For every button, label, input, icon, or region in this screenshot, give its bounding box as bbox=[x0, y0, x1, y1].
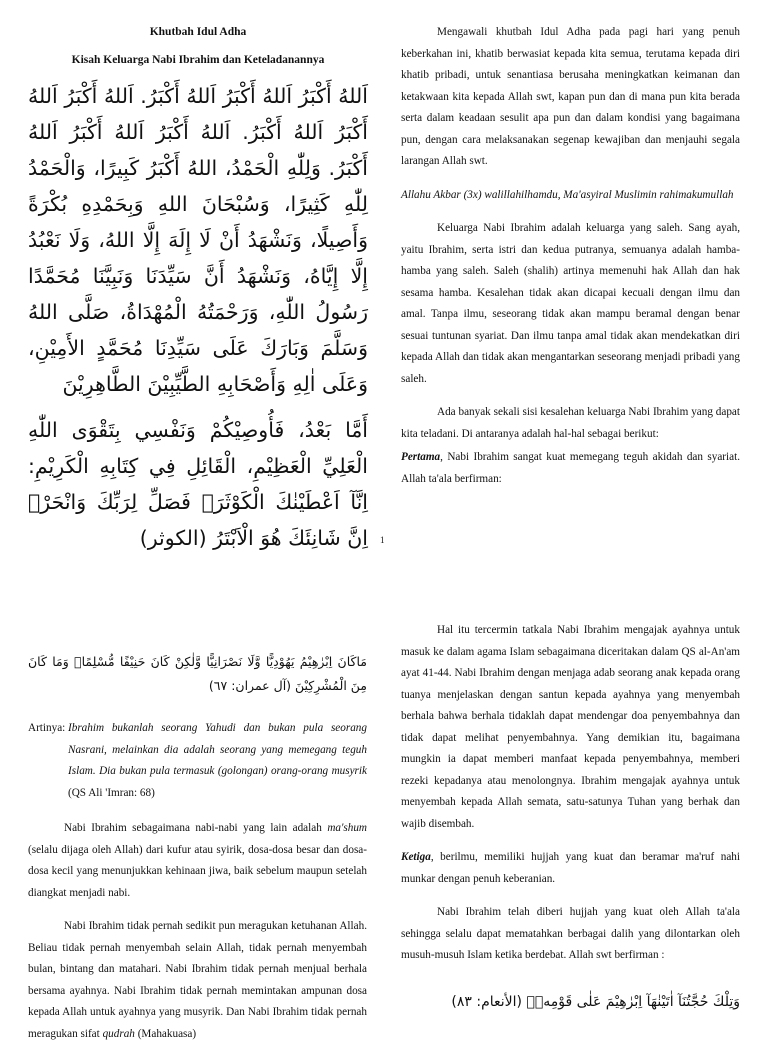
artinya-reference: (QS Ali 'Imran: 68) bbox=[68, 786, 155, 799]
artinya-body: Ibrahim bukanlah seorang Yahudi dan bukan pula seorang Nasrani, melainkan dia adalah seorang yang memegang teguh Islam. Dia bukan pula termasuk (golongan) orang-orang musyrik bbox=[68, 722, 367, 777]
page-number: 1 bbox=[380, 535, 385, 545]
page2-right-column bbox=[401, 620, 740, 1015]
tidak-pernah-text-1: Nabi Ibrahim tidak pernah sedikit pun meragukan ketuhanan Allah. Beliau tidak pernah menyembah selain Allah, tidak pernah menyembah bulan, bintang dan matahari. Nabi Ibrahim tidak pernah menjual berhala bersama ayahnya. Nabi Ibrahim tidak pernah memintakan ampunan dosa kepada Allah untuk ayahnya yang musyrik. Dan Nabi Ibrahim tidak pernah meragukan sifat bbox=[28, 920, 367, 1040]
document-title: Khutbah Idul Adha bbox=[149, 26, 247, 38]
paragraph-ada-banyak: Ada banyak sekali sisi kesalehan keluarga Nabi Ibrahim yang dapat kita teladani. Di antaranya adalah hal-hal sebagai berikut: bbox=[401, 406, 740, 440]
paragraph-mashum bbox=[28, 818, 367, 904]
qudrah-term: qudrah bbox=[102, 1027, 135, 1040]
mashum-text-2: (selalu dijaga oleh Allah) dari kufur atau syirik, dosa-dosa besar dan dosa-dosa kecil yang menunjukkan kehinaan jiwa, baik sebelum maupun setelah diangkat menjadi nabi. bbox=[28, 843, 367, 899]
allahu-akbar-line: Allahu Akbar (3x) walillahilhamdu, Ma'asyiral Muslimin rahimakumullah bbox=[401, 188, 734, 201]
artinya-label: Artinya: bbox=[28, 722, 66, 734]
page1-left-column bbox=[28, 26, 368, 556]
page2-left-column bbox=[28, 650, 367, 1045]
paragraph-tidak-pernah bbox=[28, 916, 367, 1045]
paragraph-hujjah: Nabi Ibrahim telah diberi hujjah yang kuat oleh Allah ta'ala sehingga selalu dapat mematahkan berbagai dalih yang dilontarkan oleh musuh-musuh Islam ketika berdebat. Allah swt berfirman : bbox=[401, 906, 740, 961]
page1-right-column bbox=[401, 22, 740, 490]
verse-translation bbox=[28, 718, 367, 804]
pertama-text: , Nabi Ibrahim sangat kuat memegang teguh akidah dan syariat. Allah ta'ala berfirman: bbox=[401, 451, 740, 485]
pertama-label: Pertama bbox=[401, 451, 441, 463]
document-subtitle: Kisah Keluarga Nabi Ibrahim dan Keteladanannya bbox=[71, 54, 325, 66]
mashum-term: ma'shum bbox=[327, 822, 367, 834]
arabic-opening-takbir: اَللهُ أَكْبَرُ اَللهُ أَكْبَرُ اَللهُ أَكْبَرُ. اَللهُ أَكْبَرُ اَللهُ أَكْبَرُ اَللهُ أَكْبَرُ. اَللهُ أَكْبَرُ اَللهُ أَكْبَرُ اَللهُ أَكْبَرُ. وَلِلّٰهِ الْحَمْدُ، اللهُ أَكْبَرُ كَبِيرًا، وَالْحَمْدُ لِلّٰهِ كَثِيرًا، وَسُبْحَانَ اللهِ وَبِحَمْدِهِ بُكْرَةً وَأَصِيلًا، وَنَشْهَدُ أَنْ لَا إِلَهَ إِلَّا اللهُ، وَلَا نَعْبُدُ إِلَّا إِيَّاهُ، وَنَشْهَدُ أَنَّ سَيِّدَنَا وَنَبِيَّنَا مُحَمَّدًا رَسُولُ اللّٰهِ، وَرَحْمَتُهُ الْمُهْدَاةُ، صَلَّى اللهُ وَسَلَّمَ وَبَارَكَ عَلَى سَيِّدِنَا مُحَمَّدٍ الأَمِيْنِ، وَعَلَى اٰلِهِ وَأَصْحَابِهِ الطَّيِّبِيْنَ الطَّاهِرِيْنَ bbox=[28, 84, 368, 396]
artinya-text bbox=[68, 718, 367, 804]
paragraph-ketiga bbox=[401, 847, 740, 890]
arabic-wasiat-taqwa: أَمَّا بَعْدُ، فَأُوصِيْكُمْ وَنَفْسِي بِتَقْوَى اللّٰهِ الْعَلِيِّ الْعَظِيْمِ، الْقَائِلِ فِي كِتَابِهِ الْكَرِيْمِ: اِنَّآ اَعْطَيْنٰكَ الْكَوْثَرَۗ فَصَلِّ لِرَبِّكَ وَانْحَرْۗ اِنَّ شَانِئَكَ هُوَ الْاَبْتَرُ (الكوثر) bbox=[28, 418, 368, 550]
paragraph-mengawali: Mengawali khutbah Idul Adha pada pagi hari yang penuh keberkahan ini, khatib berwasiat kepada kita semua, terutama kepada diri khatib pribadi, untuk senantiasa berusaha meningkatkan keimanan dan ketakwaan kita kepada Allah swt, kapan pun dan di mana pun kita berada serta dalam keadaan sesulit apa pun dan dalam kondisi yang bagaimana pun, dengan cara melaksanakan segenap kewajiban dan menjauhi segala larangan Allah swt. bbox=[401, 26, 740, 167]
arabic-verse-anam: وَتِلْكَ حُجَّتُنَآ اٰتَيْنٰهَآ اِبْرٰهِيْمَ عَلٰى قَوْمِهٖۗ (الأنعام: ٨٣) bbox=[451, 993, 740, 1010]
ketiga-text: , berilmu, memiliki hujjah yang kuat dan beramar ma'ruf nahi munkar dengan penuh keberanian. bbox=[401, 851, 740, 885]
paragraph-pertama bbox=[401, 447, 740, 490]
paragraph-hal-itu: Hal itu tercermin tatkala Nabi Ibrahim mengajak ayahnya untuk masuk ke dalam agama Islam sebagaimana diceritakan dalam QS al-An'am ayat 41-44. Nabi Ibrahim dengan menjaga adab seorang anak kepada orang tuanya menjelaskan dengan santun kepada ayahnya yang menyembah berhala bahwa berhala tidaklah dapat mendengar doa penyembahnya dan tidak dapat melihat penyembahnya. Yang demikian itu, bagaimana mungkin ia dapat memberi manfaat kepada penyembahnya, memberi rezeki kepadanya atau menolongnya. Ibrahim mengajak ayahnya untuk menyembah kepada Allah semata, satu-satunya Tuhan yang berhak dan wajib disembah. bbox=[401, 624, 740, 830]
ketiga-label: Ketiga bbox=[401, 851, 431, 863]
paragraph-keluarga: Keluarga Nabi Ibrahim adalah keluarga yang saleh. Sang ayah, yaitu Ibrahim, serta istri dan kedua putranya, semuanya adalah hamba-hamba yang saleh. Saleh (shalih) artinya memenuhi hak Allah dan hak sesama hamba. Kesalehan tidak akan dicapai kecuali dengan ilmu dan amal. Tanpa ilmu, seseorang tidak akan mampu beramal dengan benar sesuai tuntunan syariat. Dan ilmu tanpa amal tidak akan mendekatkan diri kepada Allah dan tidak akan mengantarkan seseorang menjadi pribadi yang saleh. bbox=[401, 222, 740, 385]
tidak-pernah-text-2: (Mahakuasa) bbox=[134, 1027, 197, 1040]
document-page-2 bbox=[0, 600, 768, 1040]
mashum-text-1: Nabi Ibrahim sebagaimana nabi-nabi yang lain adalah bbox=[64, 822, 328, 834]
arabic-verse-ali-imran: مَاكَانَ اِبْرٰهِيْمُ يَهُوْدِيًّا وَّلَا نَصْرَانِيًّا وَّلٰكِنْ كَانَ حَنِيْفًا مُّسْلِمًاۗ وَمَا كَانَ مِنَ الْمُشْرِكِيْنَ (آل عمران: ٦٧) bbox=[28, 654, 367, 693]
